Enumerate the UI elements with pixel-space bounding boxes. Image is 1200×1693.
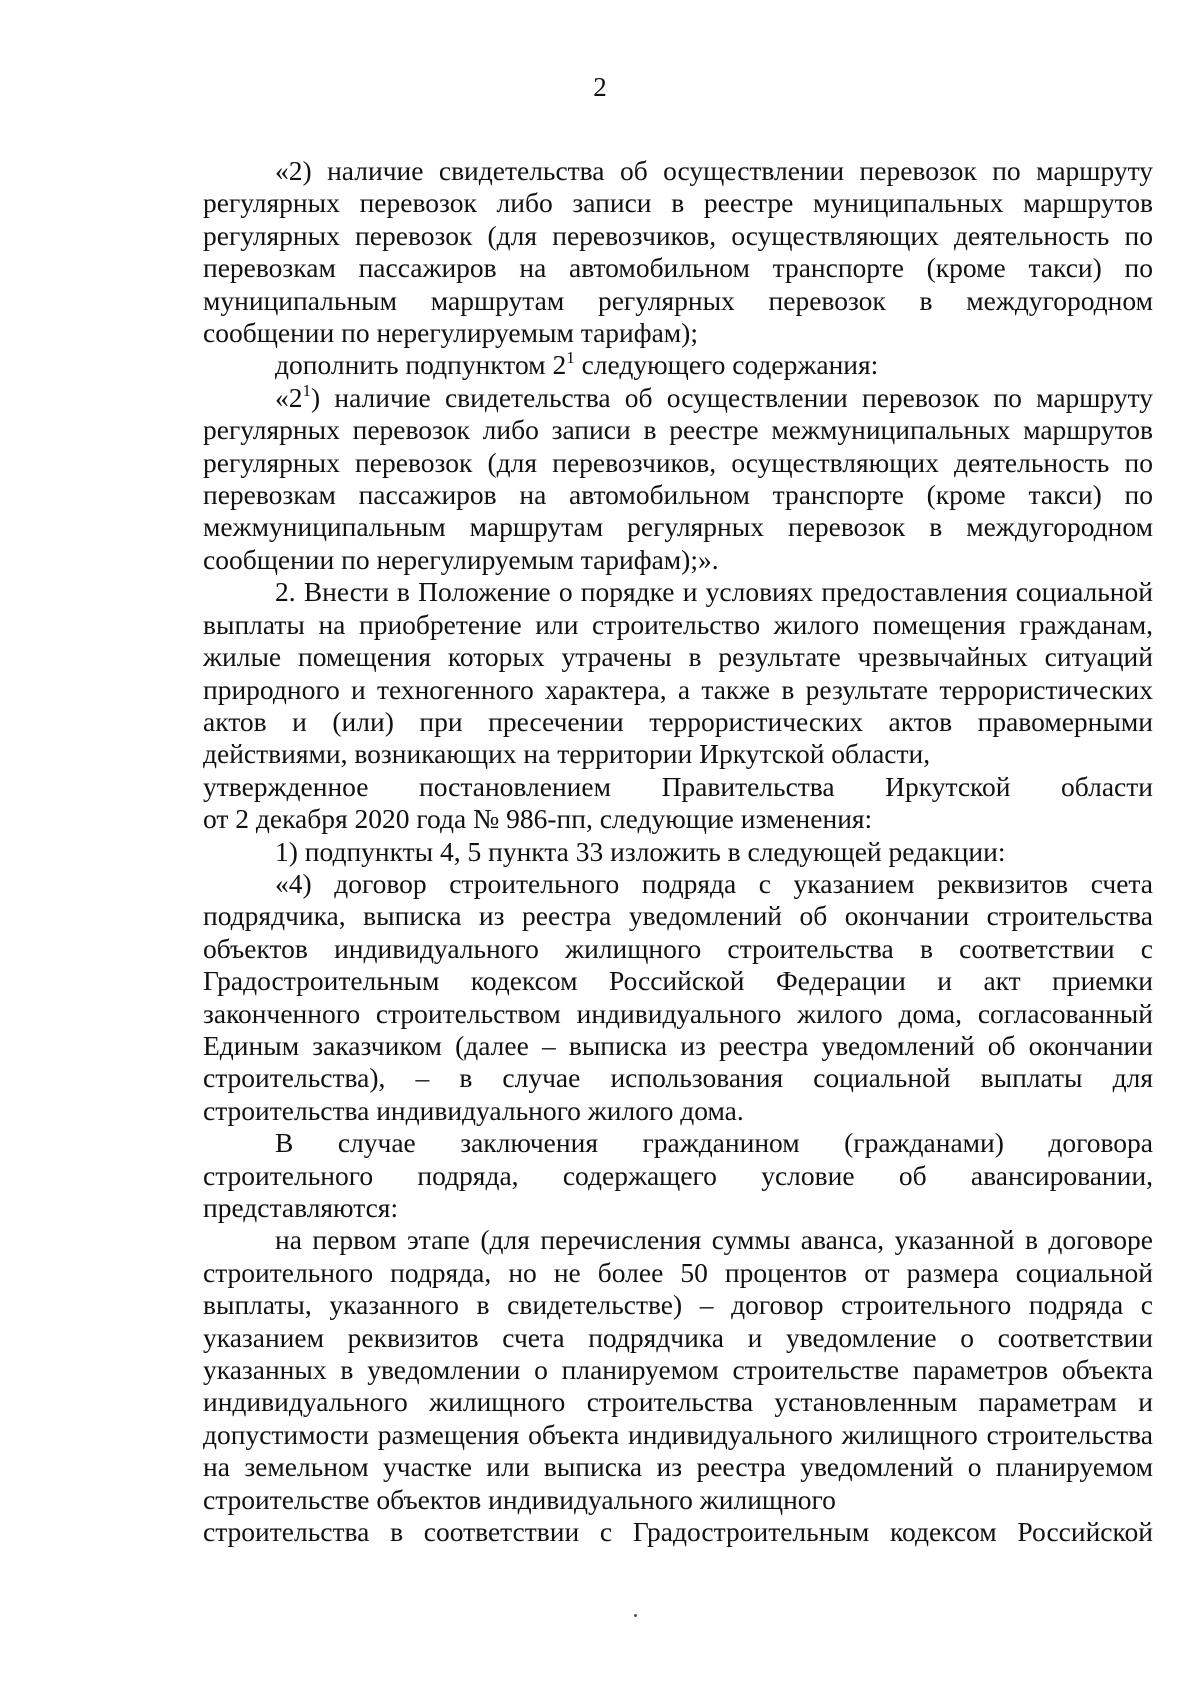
paragraph-text: «2: [275, 381, 303, 413]
word: Иркутской: [885, 770, 1011, 802]
word: случае: [337, 1127, 416, 1159]
word: В: [275, 1127, 294, 1159]
paragraph-add-subitem: [203, 349, 1153, 381]
word: подряда,: [417, 1159, 519, 1191]
paragraph-item-2-line: [203, 771, 1153, 803]
paragraph-first-stage-last-line: [203, 1516, 1153, 1548]
word: гражданином: [642, 1127, 800, 1159]
word: в: [390, 1516, 404, 1548]
paragraph-subitem-4: «4) договор строительного подряда с указанием реквизитов счета подрядчика, выписка из реестра уведомлений об окончании строительства объектов индивидуального жилищного строительства в соответствии с Градостроительным кодексом Российской Федерации и акт приемки законченного строительством индивидуального жилого дома, согласованный Единым заказчиком (далее – выписка из реестра уведомлений об окончании строительства), – в случае использования социальной выплаты для строительства индивидуального жилого дома.: [203, 867, 1153, 1126]
word: кодексом: [890, 1516, 997, 1548]
paragraph-subitem-1: 1) подпункты 4, 5 пункта 33 изложить в следующей редакции:: [275, 835, 1006, 867]
word: Российской: [1017, 1516, 1153, 1548]
paragraph-subitem-2-1: [203, 382, 1153, 576]
word: авансировании,: [970, 1159, 1153, 1191]
word: строительства: [203, 1516, 370, 1548]
page-number: 2: [593, 72, 607, 102]
document-text: [203, 155, 1153, 1548]
word: строительного: [203, 1159, 374, 1191]
paragraph-subitem-2: «2) наличие свидетельства об осуществлении перевозок по маршруту регулярных перевозок либо записи в реестре муниципальных маршрутов регулярных перевозок (для перевозчиков, осуществляющих деятельность по перевозкам пассажиров на автомобильном транспорте (кроме такси) по муниципальным маршрутам регулярных перевозок в междугородном сообщении по нерегулируемым тарифам);: [203, 155, 1153, 349]
paragraph-item-2: 2. Внести в Положение о порядке и условиях предоставления социальной выплаты на приобретение или строительство жилого помещения гражданам, жилые помещения которых утрачены в результате чрезвычайных ситуаций природного и техногенного характера, а также в результате террористических актов и (или) при пресечении террористических актов правомерными действиями, возникающих на территории Иркутской области,: [203, 576, 1153, 770]
paragraph-first-stage: на первом этапе (для перечисления суммы аванса, указанной в договоре строительного подряда, но не более 50 процентов от размера социальной выплаты, указанного в свидетельстве) – договор строительного подряда с указанием реквизитов счета подрядчика и уведомление о соответствии указанных в уведомлении о планируемом строительстве параметров объекта индивидуального жилищного строительства установленным параметрам и допустимости размещения объекта индивидуального жилищного строительства на земельном участке или выписка из реестра уведомлений о планируемом строительстве объектов индивидуального жилищного: [203, 1224, 1153, 1515]
word: содержащего: [562, 1159, 717, 1191]
word: Правительства: [661, 770, 835, 802]
word: заключения: [460, 1127, 598, 1159]
paragraph-item-2-end: от 2 декабря 2020 года № 986-пп, следующие изменения:: [203, 803, 873, 835]
paragraph-text: следующего содержания:: [574, 349, 879, 381]
word: соответствии: [423, 1516, 580, 1548]
word: области: [1061, 770, 1153, 802]
paragraph-contract-line-1: [203, 1127, 1153, 1159]
paragraph-text: дополнить подпунктом 2: [275, 349, 567, 381]
paragraph-text: ) наличие свидетельства об осуществлении перевозок по маршруту регулярных перевозок либо записи в реестре межмуниципальных маршрутов регулярных перевозок (для перевозчиков, осуществляющих деятельность по перевозкам пассажиров на автомобильном транспорте (кроме такси) по межмуниципальным маршрутам регулярных перевозок в междугородном сообщении по нерегулируемым тарифам);».: [203, 381, 1153, 575]
word: с: [599, 1516, 613, 1548]
word: утвержденное: [203, 770, 369, 802]
word: договора: [1048, 1127, 1153, 1159]
word: об: [898, 1159, 927, 1191]
word: Градостроительным: [632, 1516, 870, 1548]
word: постановлением: [419, 770, 612, 802]
word: (гражданами): [844, 1127, 1004, 1159]
superscript: 1: [566, 348, 575, 368]
scan-speck: [634, 1614, 637, 1617]
word: условие: [761, 1159, 855, 1191]
paragraph-contract-end: представляются:: [203, 1192, 399, 1223]
paragraph-contract-line-2: [203, 1160, 1153, 1192]
superscript: 1: [302, 380, 312, 400]
